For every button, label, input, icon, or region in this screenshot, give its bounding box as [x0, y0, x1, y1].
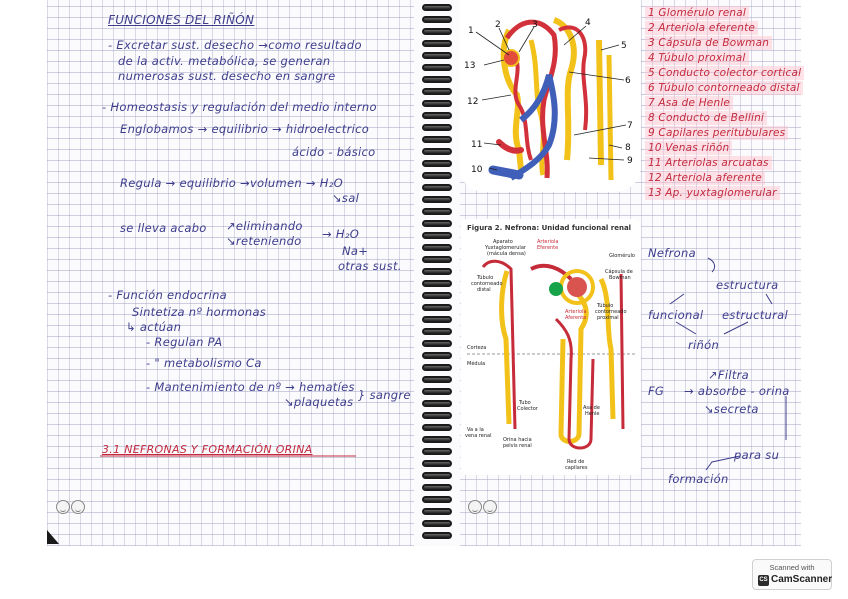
- legend-item: 12 Arteriola aferente: [645, 171, 765, 185]
- smiley-icon: [483, 500, 497, 514]
- smiley-icon: [56, 500, 70, 514]
- label-aparato: Aparato: [493, 239, 513, 245]
- spiral-ring: [422, 532, 452, 539]
- spiral-ring: [422, 220, 452, 227]
- label-aferente: Aferente: [565, 315, 587, 321]
- glomerulus-shape: [567, 277, 587, 297]
- label-va-a-la: Va a la: [467, 427, 484, 433]
- spiral-ring: [422, 148, 452, 155]
- camscanner-name: CamScanner: [771, 574, 833, 585]
- diagram-number: 1: [468, 26, 474, 36]
- note-funcional: funcional: [648, 308, 704, 322]
- spiral-ring: [422, 328, 452, 335]
- legend-item: 4 Túbulo proximal: [645, 51, 749, 65]
- h2o-label: → H₂O: [322, 227, 360, 241]
- legend-item: 11 Arteriolas arcuatas: [645, 156, 772, 170]
- spiral-ring: [422, 376, 452, 383]
- spiral-ring: [422, 4, 452, 11]
- note-rinon: riñón: [688, 338, 720, 352]
- spiral-ring: [422, 508, 452, 515]
- legend-item: 7 Asa de Henle: [645, 96, 733, 110]
- legend-item: 2 Arteriola eferente: [645, 21, 758, 35]
- renal-vein-shape: [493, 170, 519, 175]
- englobamos-line: Englobamos → equilibrio → hidroelectrico: [120, 122, 370, 136]
- spiral-ring: [422, 460, 452, 467]
- spiral-ring: [422, 172, 452, 179]
- label-corteza: Corteza: [467, 345, 487, 351]
- acido-basico: ácido - básico: [292, 145, 376, 159]
- eliminando-label: ↗eliminando: [226, 219, 303, 233]
- legend-item: 13 Ap. yuxtaglomerular: [645, 186, 780, 200]
- label-glomerulo: Glomérulo: [609, 253, 635, 259]
- spiral-ring: [422, 196, 452, 203]
- diagram-number: 8: [625, 143, 631, 153]
- label-capilares: capilares: [565, 465, 588, 471]
- endocrina-heading: - Función endocrina: [108, 288, 228, 302]
- label-eferente: Eferente: [537, 245, 559, 251]
- spiral-ring: [422, 64, 452, 71]
- excretar-line-2: de la activ. metabólica, se generan: [118, 54, 331, 68]
- spiral-ring: [422, 232, 452, 239]
- label-capsula: Cápsula de: [605, 269, 633, 275]
- label-arteriola-eferente: Arteriola: [537, 239, 559, 245]
- diagram-number: 11: [471, 140, 483, 150]
- legend-item: 10 Venas riñón: [645, 141, 732, 155]
- label-distal: distal: [477, 287, 491, 293]
- label-proximal: proximal: [597, 315, 619, 321]
- label-arteriola-aferente: Arteriola: [565, 309, 587, 315]
- label-contorneado-prox: contorneado: [595, 309, 627, 315]
- label-red-de: Red de: [567, 459, 585, 465]
- proximal-tubule-shape: [601, 279, 613, 419]
- spiral-ring: [422, 100, 452, 107]
- figure-caption: Figura 2. Nefrona: Unidad funcional renal: [467, 224, 632, 232]
- label-vena-renal: vena renal: [465, 433, 492, 439]
- spiral-ring: [422, 16, 452, 23]
- note-absorbe: → absorbe - orina: [684, 384, 790, 398]
- diagram-number: 9: [627, 156, 633, 166]
- spiral-ring: [422, 184, 452, 191]
- spiral-ring: [422, 448, 452, 455]
- spiral-ring: [422, 472, 452, 479]
- diagram-number: 3: [532, 20, 538, 30]
- spiral-ring: [422, 40, 452, 47]
- label-henle: Henle: [585, 411, 600, 417]
- note-estructura: estructura: [716, 278, 779, 292]
- spiral-ring: [422, 340, 452, 347]
- scanned-with-label: Scanned with: [769, 563, 815, 572]
- spiral-ring: [422, 436, 452, 443]
- diagram-number: 7: [627, 121, 633, 131]
- spiral-ring: [422, 124, 452, 131]
- camscanner-badge: [752, 559, 832, 590]
- smiley-icon: [71, 500, 85, 514]
- label-tubo: Tubo: [519, 400, 531, 406]
- page-corner: [47, 530, 59, 544]
- figure-2-illustration: [461, 219, 641, 475]
- spiral-ring: [422, 364, 452, 371]
- spiral-ring: [422, 388, 452, 395]
- vasa-recta-shape: [621, 274, 623, 429]
- nephron-diagram: [459, 0, 641, 192]
- note-formacion: formación: [668, 472, 729, 486]
- spiral-ring: [422, 28, 452, 35]
- label-yuxtaglomerular: Yuxtaglomerular: [485, 245, 526, 251]
- label-orina-hacia: Orina hacia: [503, 437, 532, 443]
- label-pelvis-renal: pelvis renal: [503, 443, 532, 449]
- reteniendo-label: ↘reteniendo: [226, 234, 302, 248]
- excretar-line-1: - Excretar sust. desecho →como resultado: [108, 38, 362, 52]
- otras-sust-label: otras sust.: [338, 259, 402, 273]
- regulan-pa-line: - Regulan PA: [146, 335, 223, 349]
- juxtaglomerular-apparatus-shape: [549, 282, 563, 296]
- na-label: Na+: [342, 244, 369, 258]
- label-macula: (mácula densa): [487, 251, 526, 257]
- spiral-ring: [422, 136, 452, 143]
- mantenimiento-line: - Mantenimiento de nº → hematíes: [146, 380, 355, 394]
- collecting-duct-shape: [599, 40, 601, 165]
- spiral-binding: [414, 0, 460, 546]
- legend-item: 8 Conducto de Bellini: [645, 111, 767, 125]
- spiral-ring: [422, 76, 452, 83]
- spiral-ring: [422, 280, 452, 287]
- spiral-ring: [422, 88, 452, 95]
- diagram-number: 4: [585, 18, 591, 28]
- spiral-ring: [422, 52, 452, 59]
- sintetiza-line: Sintetiza nº hormonas: [132, 305, 267, 319]
- sal-label: ↘sal: [332, 191, 360, 205]
- label-asa: Asa de: [583, 405, 600, 411]
- diagram-number: 12: [467, 97, 479, 107]
- spiral-ring: [422, 112, 452, 119]
- spiral-ring: [422, 292, 452, 299]
- plaquetas-label: ↘plaquetas: [284, 395, 354, 409]
- smiley-icon: [468, 500, 482, 514]
- diagram-number: 5: [621, 41, 627, 51]
- diagram-number: 2: [495, 20, 501, 30]
- diagram-number: 6: [625, 76, 631, 86]
- spiral-ring: [422, 424, 452, 431]
- camscanner-logo-icon: CS: [758, 575, 769, 586]
- legend-item: 9 Capilares peritubulares: [645, 126, 788, 140]
- label-colector: Colector: [517, 406, 538, 412]
- note-para-su: para su: [734, 448, 780, 462]
- regula-line: Regula → equilibrio →volumen → H₂O: [120, 176, 343, 190]
- spiral-ring: [422, 268, 452, 275]
- note-nefrona: Nefrona: [648, 246, 696, 260]
- note-filtra: ↗Filtra: [708, 368, 750, 382]
- bellini-duct-shape: [609, 55, 611, 180]
- legend-item: 3 Cápsula de Bowman: [645, 36, 772, 50]
- note-estructural: estructural: [722, 308, 788, 322]
- spiral-ring: [422, 244, 452, 251]
- excretar-line-3: numerosas sust. desecho en sangre: [118, 69, 336, 83]
- legend-item: 6 Túbulo contorneado distal: [645, 81, 803, 95]
- label-contorneado: contorneado: [471, 281, 503, 287]
- spiral-ring: [422, 352, 452, 359]
- section-heading: 3.1 NEFRONAS Y FORMACIÓN ORINA: [102, 443, 313, 456]
- spiral-ring: [422, 412, 452, 419]
- spiral-ring: [422, 208, 452, 215]
- label-medula: Médula: [467, 361, 486, 367]
- label-tubulo-distal: Túbulo: [477, 275, 494, 281]
- spiral-ring: [422, 520, 452, 527]
- sangre-label: } sangre: [358, 388, 411, 402]
- note-fg: FG: [648, 384, 665, 398]
- legend-item: 5 Conducto colector cortical: [645, 66, 804, 80]
- spiral-ring: [422, 256, 452, 263]
- actuan-line: ↳ actúan: [126, 320, 182, 334]
- spiral-ring: [422, 400, 452, 407]
- homeostasis-heading: - Homeostasis y regulación del medio interno: [102, 100, 377, 114]
- metabolismo-line: - " metabolismo Ca: [146, 356, 262, 370]
- legend-item: 1 Glomérulo renal: [645, 6, 749, 20]
- label-tubulo-proximal: Túbulo: [597, 303, 614, 309]
- spiral-ring: [422, 484, 452, 491]
- collecting-tube-shape: [502, 271, 509, 424]
- page-title: FUNCIONES DEL RIÑÓN: [108, 13, 255, 27]
- spiral-ring: [422, 160, 452, 167]
- figure-2-nephron: [461, 219, 641, 475]
- se-lleva-acabo: se lleva acabo: [120, 221, 207, 235]
- diagram-number: 10: [471, 165, 483, 175]
- label-bowman: Bowman: [609, 275, 631, 281]
- note-secreta: ↘secreta: [704, 402, 759, 416]
- spiral-ring: [422, 316, 452, 323]
- spiral-ring: [422, 304, 452, 311]
- spiral-ring: [422, 496, 452, 503]
- nephron-illustration: [459, 0, 641, 192]
- diagram-number: 13: [464, 61, 476, 71]
